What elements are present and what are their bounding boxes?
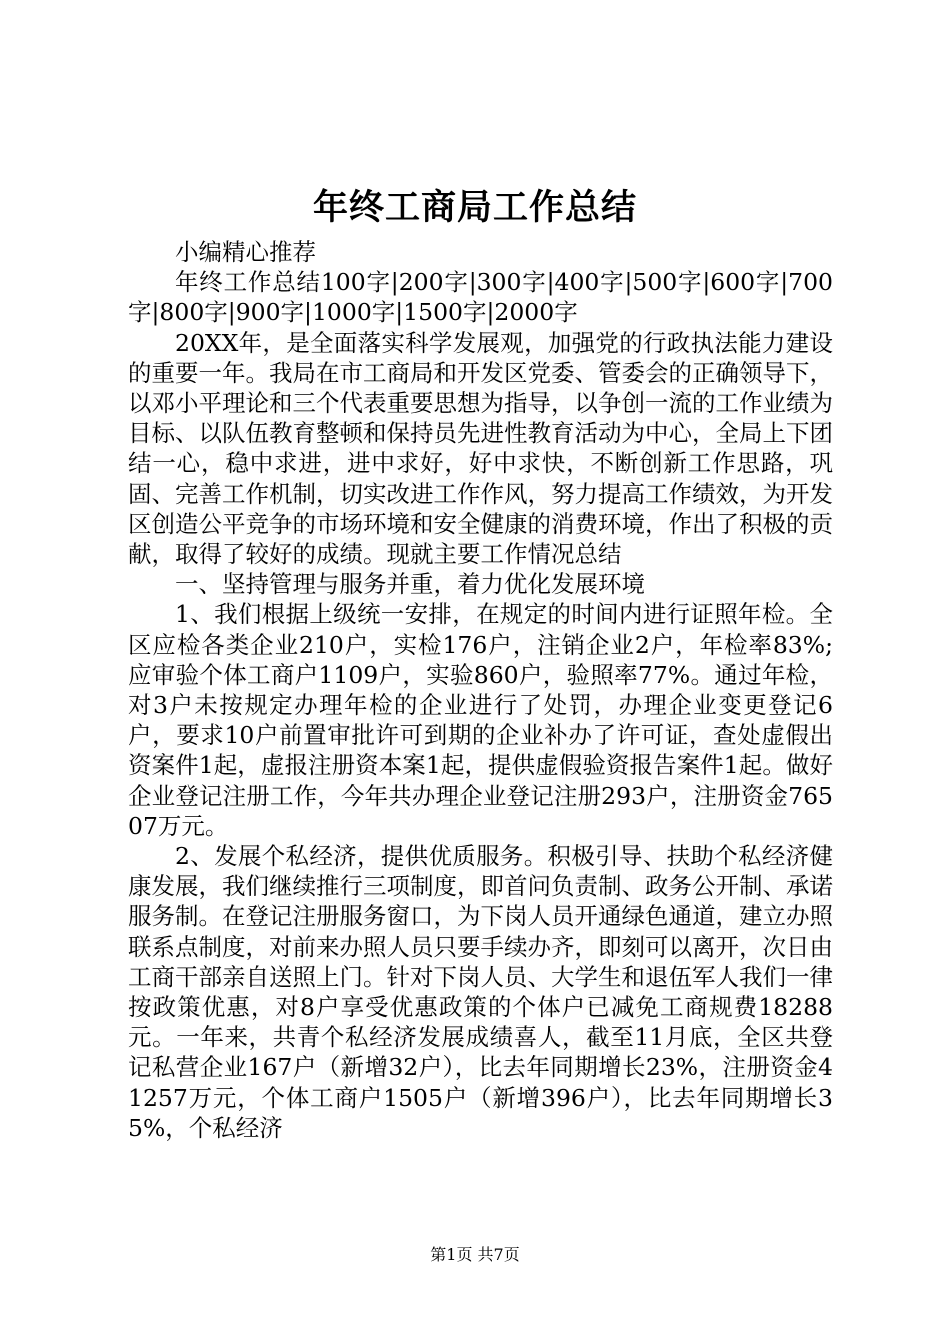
paragraph-item-1: 1、我们根据上级统一安排，在规定的时间内进行证照年检。全区应检各类企业210户，实检176户，注销企业2户，年检率83%;应审验个体工商户1109户，实验860户，验照率77%。通过年检，对3户未按规定办理年检的企业进行了处罚，办理企业变更登记6户，要求10户前置审批许可到期的企业补办了许可证，查处虚假出资案件1起，虚报注册资本案1起，提供虚假验资报告案件1起。做好企业登记注册工作，今年共办理企业登记注册293户，注册资金76507万元。: [128, 600, 833, 840]
paragraph-item-2: 2、发展个私经济，提供优质服务。积极引导、扶助个私经济健康发展，我们继续推行三项制度，即首问负责制、政务公开制、承诺服务制。在登记注册服务窗口，为下岗人员开通绿色通道，建立办照联系点制度，对前来办照人员只要手续办齐，即刻可以离开，次日由工商干部亲自送照上门。针对下岗人员、大学生和退伍军人我们一律按政策优惠，对8户享受优惠政策的个体户已减免工商规费18288元。一年来，共青个私经济发展成绩喜人，截至11月底，全区共登记私营企业167户（新增32户），比去年同期增长23%，注册资金41257万元，个体工商户1505户（新增396户），比去年同期增长35%，个私经济: [128, 842, 833, 1142]
page-footer: 第1页 共7页: [430, 1245, 520, 1264]
paragraph-recommend: 小编精心推荐: [175, 238, 316, 266]
section-heading-1: 一、坚持管理与服务并重，着力优化发展环境: [175, 570, 645, 599]
document-body: [128, 237, 833, 1143]
paragraph-intro: 20XX年，是全面落实科学发展观，加强党的行政执法能力建设的重要一年。我局在市工商局和开发区党委、管委会的正确领导下，以邓小平理论和三个代表重要思想为指导，以争创一流的工作业绩为目标、以队伍教育整顿和保持员先进性教育活动为中心，全局上下团结一心，稳中求进，进中求好，好中求快，不断创新工作思路，巩固、完善工作机制，切实改进工作作风，努力提高工作绩效，为开发区创造公平竞争的市场环境和安全健康的消费环境，作出了积极的贡献，取得了较好的成绩。现就主要工作情况总结: [128, 328, 833, 569]
document-title: 年终工商局工作总结: [312, 187, 637, 228]
paragraph-word-count-links: 年终工作总结100字|200字|300字|400字|500字|600字|700字|800字|900字|1000字|1500字|2000字: [128, 268, 833, 327]
